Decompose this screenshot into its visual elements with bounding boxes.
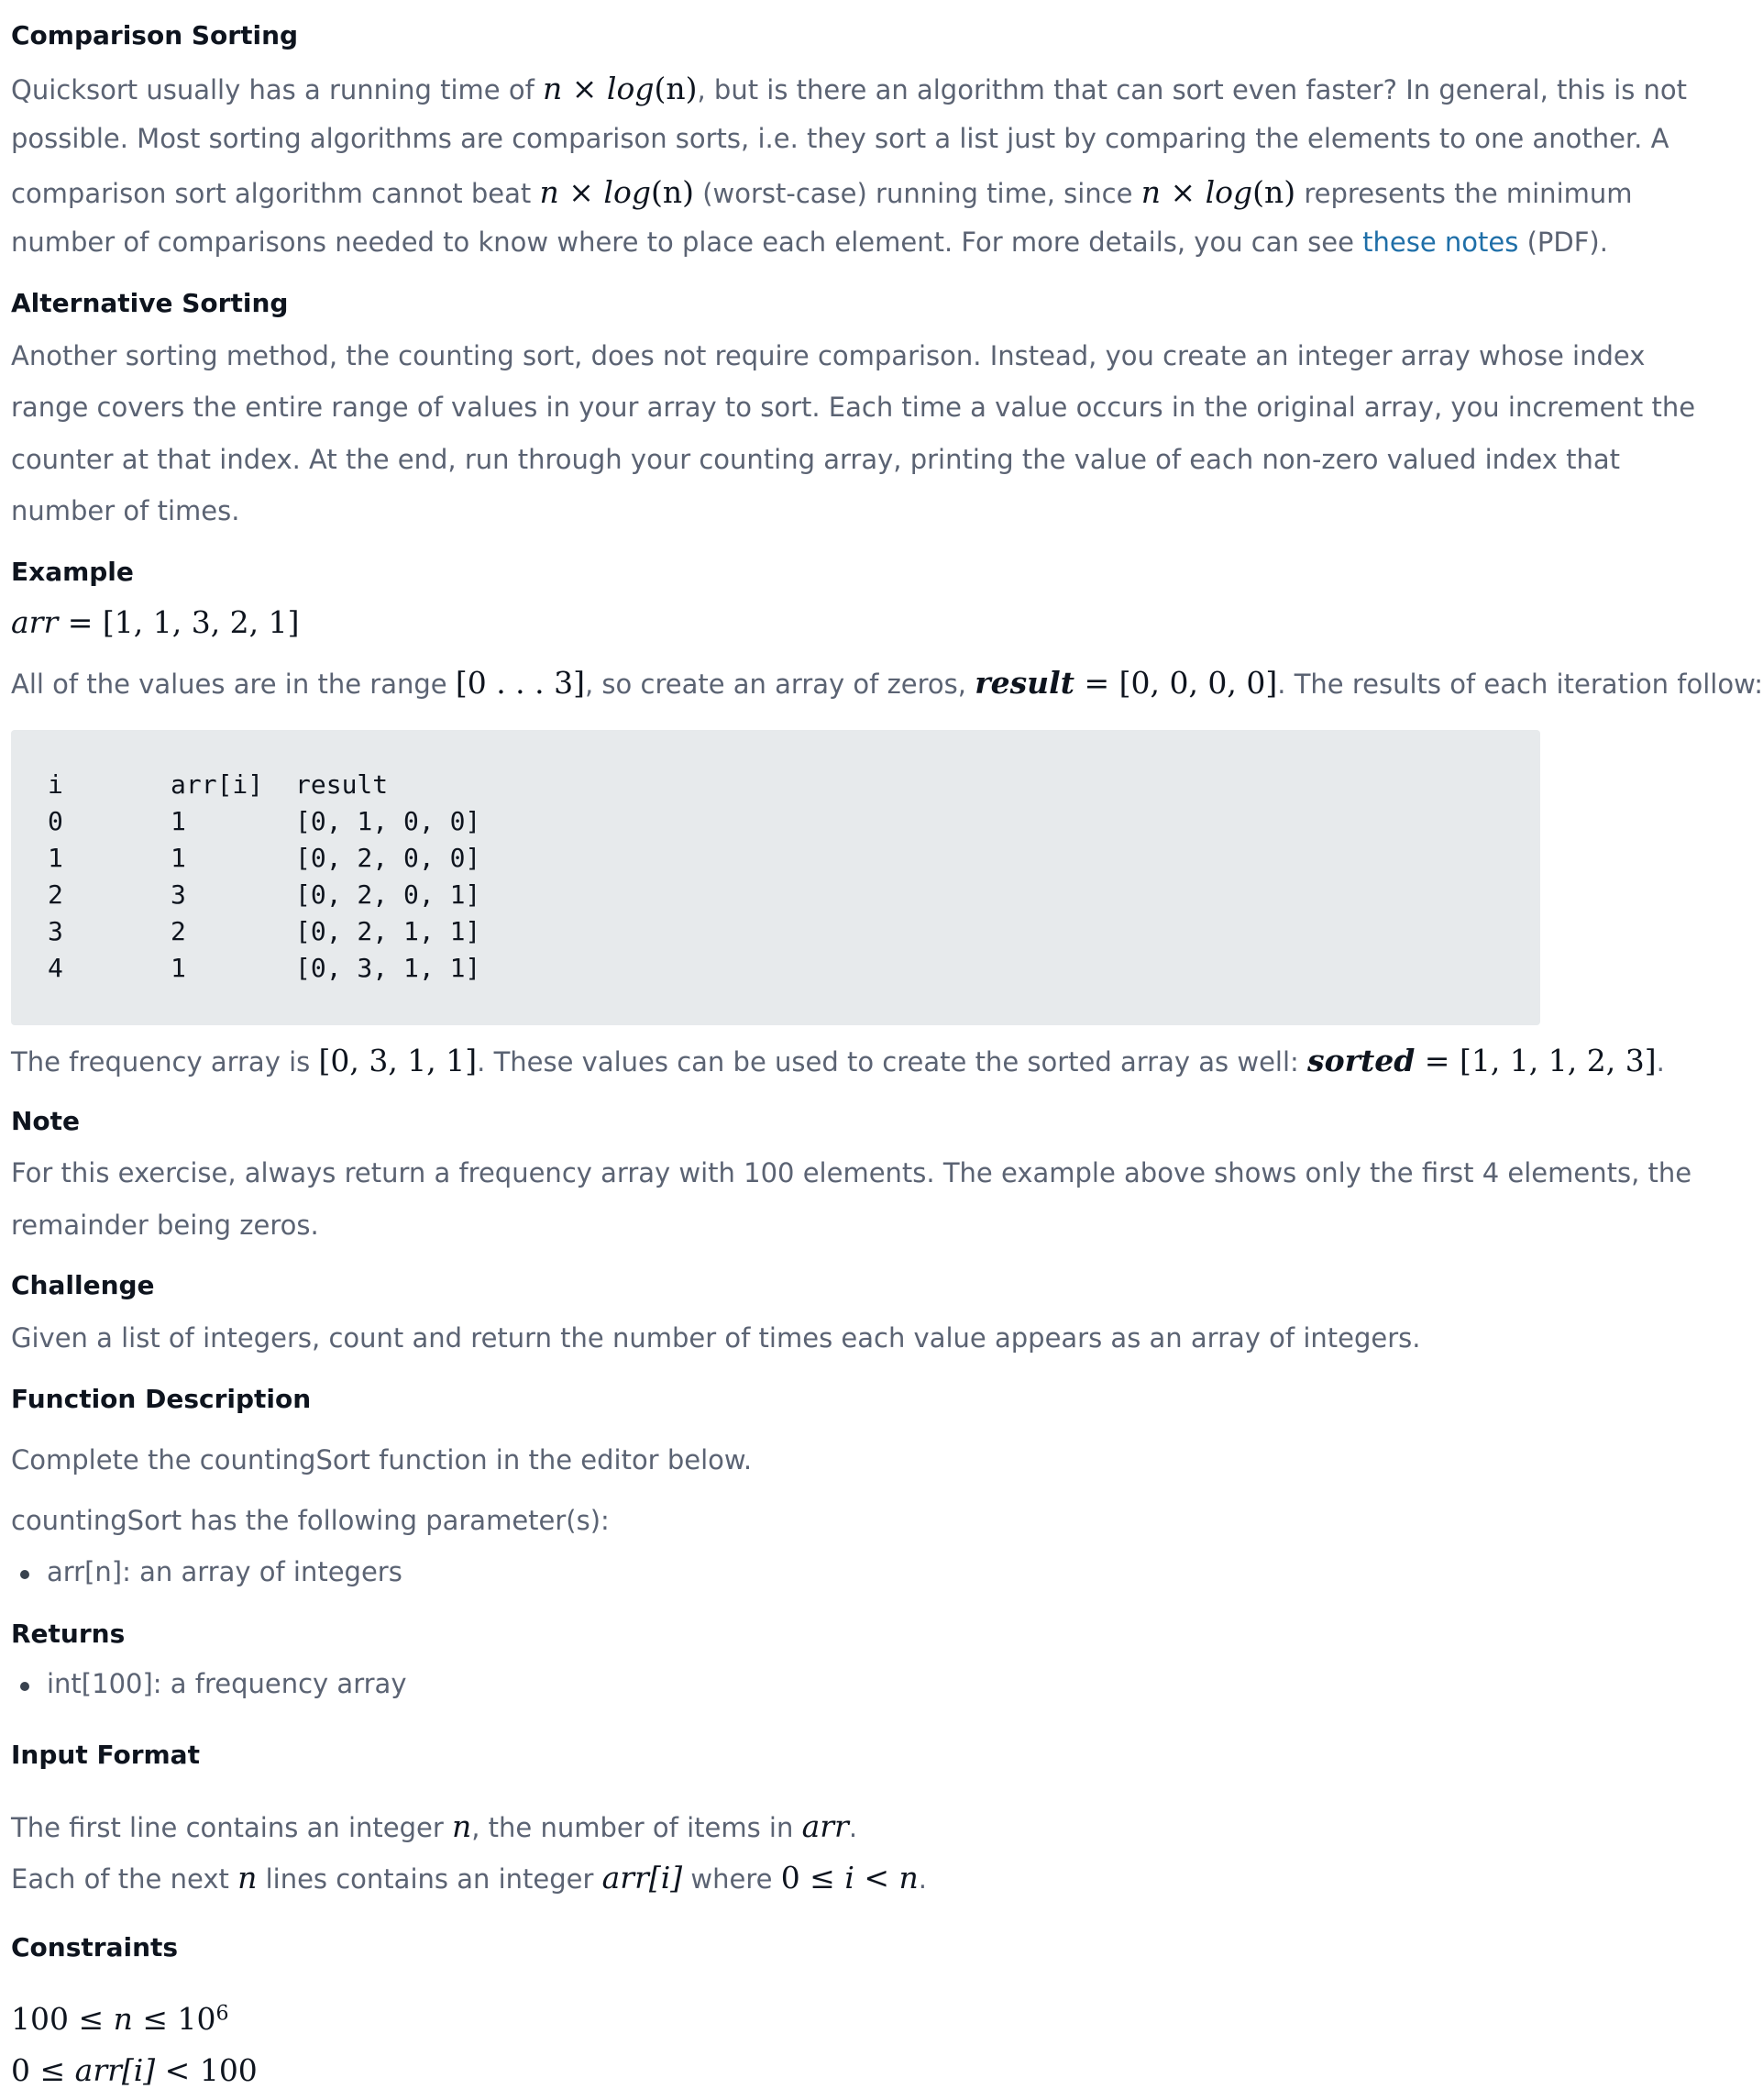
- table-cell: [0, 3, 1, 1]: [295, 953, 481, 983]
- returns-item: int[100]: a frequency array: [47, 1668, 407, 1699]
- alternative-line-3: counter at that index. At the end, run through your counting array, printing the value of each non-zero valued index that: [11, 444, 1621, 475]
- heading-input-format: Input Format: [11, 1740, 200, 1770]
- example-iteration-table: [11, 730, 1540, 1025]
- expr-n-log-n: n × log(n): [1140, 174, 1296, 210]
- table-cell: 0: [48, 806, 63, 836]
- heading-example: Example: [11, 557, 134, 587]
- table-cell: 1: [48, 843, 63, 873]
- table-cell: 3: [48, 916, 63, 946]
- heading-challenge: Challenge: [11, 1270, 155, 1300]
- example-arr-expression: arr = [1, 1, 3, 2, 1]: [11, 604, 300, 640]
- note-line-1: For this exercise, always return a frequency array with 100 elements. The example above shows only the first 4 elements, the: [11, 1157, 1692, 1188]
- table-cell: 2: [171, 916, 186, 946]
- table-cell: 3: [171, 879, 186, 910]
- comparison-line-4: number of comparisons needed to know where to place each element. For more details, you can see these notes (PDF).: [11, 227, 1608, 258]
- heading-note: Note: [11, 1106, 81, 1136]
- table-cell: [0, 2, 1, 1]: [295, 916, 481, 946]
- heading-constraints: Constraints: [11, 1932, 179, 1962]
- note-line-2: remainder being zeros.: [11, 1210, 319, 1241]
- heading-returns: Returns: [11, 1619, 126, 1649]
- table-cell: 1: [171, 843, 186, 873]
- these-notes-link[interactable]: these notes: [1362, 227, 1519, 258]
- bullet-icon: [20, 1570, 29, 1579]
- input-line-2: Each of the next n lines contains an integer arr[i] where 0 ≤ i < n.: [11, 1860, 928, 1896]
- comparison-line-1: Quicksort usually has a running time of n × log(n), but is there an algorithm that can sort even faster? In general, this is not: [11, 71, 1688, 106]
- comparison-line-3: comparison sort algorithm cannot beat n × log(n) (worst-case) running time, since n × log(n) represents the minimum: [11, 174, 1633, 210]
- function-line-1: Complete the countingSort function in the editor below.: [11, 1444, 753, 1476]
- table-header-i: i: [48, 769, 63, 800]
- table-cell: 1: [171, 953, 186, 983]
- constraint-arr-i: 0 ≤ arr[i] < 100: [11, 2052, 258, 2088]
- alternative-line-1: Another sorting method, the counting sort, does not require comparison. Instead, you create an integer array whose index: [11, 340, 1646, 371]
- expr-n-log-n: n × log(n): [543, 71, 698, 106]
- table-cell: 1: [171, 806, 186, 836]
- table-cell: [0, 2, 0, 1]: [295, 879, 481, 910]
- heading-alternative-sorting: Alternative Sorting: [11, 288, 289, 318]
- table-cell: 4: [48, 953, 63, 983]
- table-header-arr-i: arr[i]: [171, 769, 264, 800]
- heading-comparison-sorting: Comparison Sorting: [11, 20, 299, 50]
- param-item-arr: arr[n]: an array of integers: [47, 1556, 402, 1587]
- comparison-line-2: possible. Most sorting algorithms are comparison sorts, i.e. they sort a list just by comparing the elements to one another. A: [11, 123, 1669, 154]
- example-range-line: All of the values are in the range [0 . . . 3], so create an array of zeros, result = [0, 0, 0, 0]. The results of each iteration follow:: [11, 665, 1763, 701]
- function-line-2: countingSort has the following parameter(s):: [11, 1505, 610, 1536]
- frequency-array-line: The frequency array is [0, 3, 1, 1]. These values can be used to create the sorted array as well: sorted = [1, 1, 1, 2, 3].: [11, 1043, 1665, 1078]
- table-cell: [0, 2, 0, 0]: [295, 843, 481, 873]
- bullet-icon: [20, 1682, 29, 1691]
- table-header-result: result: [295, 769, 389, 800]
- alternative-line-2: range covers the entire range of values in your array to sort. Each time a value occurs in the original array, you increment the: [11, 392, 1696, 423]
- table-cell: [0, 1, 0, 0]: [295, 806, 481, 836]
- table-cell: 2: [48, 879, 63, 910]
- constraint-n: $100 \le n \le 10^6$: [11, 2001, 229, 2037]
- challenge-line-1: Given a list of integers, count and return the number of times each value appears as an array of integers.: [11, 1322, 1421, 1354]
- input-line-1: The first line contains an integer n, the number of items in arr.: [11, 1808, 858, 1844]
- expr-n-log-n: n × log(n): [539, 174, 694, 210]
- heading-function-description: Function Description: [11, 1384, 312, 1414]
- alternative-line-4: number of times.: [11, 495, 240, 526]
